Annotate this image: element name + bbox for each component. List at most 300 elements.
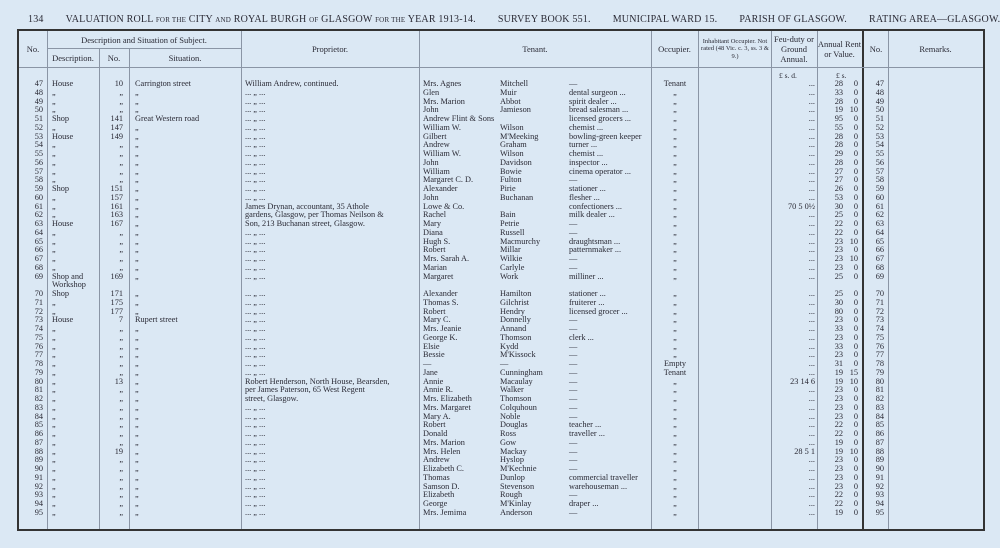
street-number: „ — [119, 385, 123, 395]
rent-shillings: 0 — [853, 394, 858, 403]
rent-shillings: 0 — [853, 245, 858, 255]
feu-duty: ... — [808, 332, 815, 342]
description: „ — [52, 455, 56, 465]
situation: „ — [135, 350, 139, 360]
tenant-first-name: Rachel — [423, 210, 447, 220]
street-number: „ — [119, 262, 123, 272]
description: „ — [52, 201, 56, 211]
proprietor: ... „ ... — [245, 341, 266, 351]
rent-pounds: 23 — [834, 472, 843, 482]
municipal-ward: MUNICIPAL WARD 15. — [612, 14, 718, 25]
description: „ — [52, 262, 56, 272]
rent-pounds: 22 — [834, 227, 843, 237]
street-number: „ — [119, 394, 123, 403]
rent-pounds: 27 — [834, 166, 843, 176]
tenant-first-name: George K. — [423, 332, 458, 342]
row-number-right: 85 — [875, 420, 884, 430]
row-number: 61 — [34, 201, 43, 211]
row-number-right: 88 — [875, 446, 884, 456]
description: „ — [52, 245, 56, 255]
description: Shop — [52, 114, 70, 123]
rent-units: £ s. — [836, 71, 847, 80]
row-number-right: 75 — [875, 332, 884, 342]
street-number: 171 — [110, 289, 123, 298]
feu-duty: ... — [808, 96, 815, 106]
row-number: 49 — [34, 96, 43, 106]
tenant-occupation: turner ... — [569, 140, 598, 150]
feu-duty: ... — [808, 429, 815, 438]
tenant-occupation: — — [569, 385, 578, 395]
proprietor: William Andrew, continued. — [245, 79, 339, 88]
description: „ — [52, 332, 56, 342]
tenant-surname: Petrie — [500, 219, 520, 228]
row-number: 66 — [34, 245, 43, 255]
roll-title: VALUATION ROLL FOR THE CITY AND ROYAL BURGH OF GLASGOW FOR THE YEAR 1913-14. — [65, 14, 476, 25]
header-description-group: Description and Situation of Subject. — [81, 34, 207, 45]
row-number-right: 79 — [875, 367, 884, 377]
rent-shillings: 0 — [853, 350, 858, 360]
street-number: „ — [119, 402, 123, 412]
rent-pounds: 23 — [834, 402, 843, 412]
occupier: „ — [673, 289, 677, 298]
tenant-occupation: — — [569, 315, 578, 325]
description: „ — [52, 420, 56, 430]
row-number: 95 — [34, 507, 43, 517]
description: „ — [52, 254, 56, 263]
row-number-right: 95 — [875, 507, 884, 517]
occupier: „ — [673, 131, 677, 141]
tenant-first-name: Elizabeth C. — [423, 464, 465, 473]
situation: „ — [135, 227, 139, 237]
feu-duty: ... — [808, 306, 815, 316]
tenant-surname: Graham — [500, 140, 527, 150]
row-number-right: 57 — [875, 166, 884, 176]
occupier: „ — [673, 411, 677, 421]
tenant-surname: Macmurchy — [500, 236, 541, 246]
rent-pounds: 23 — [834, 411, 843, 421]
tenant-surname: Millar — [500, 245, 521, 255]
tenant-surname: Annand — [500, 324, 527, 333]
rent-pounds: 23 — [834, 455, 843, 465]
rent-pounds: 25 — [834, 210, 843, 220]
feu-duty: ... — [808, 245, 815, 255]
tenant-occupation: milliner ... — [569, 271, 604, 281]
street-number: 177 — [110, 306, 123, 316]
occupier: „ — [673, 464, 677, 473]
rent-shillings: 0 — [853, 490, 858, 500]
feu-duty: ... — [808, 87, 815, 97]
street-number: 161 — [110, 201, 123, 211]
occupier: „ — [673, 507, 677, 517]
proprietor: ... „ ... — [245, 402, 266, 412]
feu-duty: ... — [808, 464, 815, 473]
street-number: „ — [119, 87, 123, 97]
tenant-occupation: cinema operator ... — [569, 166, 631, 176]
row-number: 63 — [34, 219, 43, 228]
occupier: „ — [673, 192, 677, 202]
row-number-right: 91 — [875, 472, 884, 482]
feu-duty: ... — [808, 149, 815, 158]
proprietor: ... „ ... — [245, 149, 266, 158]
row-number: 53 — [34, 131, 43, 141]
rent-pounds: 22 — [834, 429, 843, 438]
street-number: „ — [119, 429, 123, 438]
occupier: „ — [673, 114, 677, 123]
street-number: „ — [119, 507, 123, 517]
tenant-occupation: bread salesman ... — [569, 105, 629, 115]
situation: „ — [135, 289, 139, 298]
street-number: 175 — [110, 297, 123, 307]
description: „ — [52, 464, 56, 473]
table-row — [19, 273, 983, 291]
proprietor: ... „ ... — [245, 315, 266, 325]
tenant-occupation: — — [569, 219, 578, 228]
rent-pounds: 23 — [834, 262, 843, 272]
proprietor: ... „ ... — [245, 437, 266, 447]
tenant-surname: Gow — [500, 437, 517, 447]
occupier: Tenant — [663, 79, 687, 88]
rent-shillings: 10 — [849, 446, 858, 456]
tenant-first-name: Annie R. — [423, 385, 453, 395]
row-number: 93 — [34, 490, 43, 500]
rating-area: RATING AREA—GLASGOW. — [868, 14, 1000, 25]
tenant-first-name: Mrs. Jeanie — [423, 324, 462, 333]
tenant-first-name: Margaret — [423, 271, 454, 281]
tenant-first-name: William — [423, 166, 450, 176]
proprietor: ... „ ... — [245, 472, 266, 482]
description: „ — [52, 341, 56, 351]
row-number-right: 90 — [875, 464, 884, 473]
description: „ — [52, 507, 56, 517]
street-number: „ — [119, 140, 123, 150]
description: Shop — [52, 184, 70, 193]
tenant-first-name: Mary — [423, 219, 441, 228]
tenant-surname: Wilkie — [500, 254, 523, 263]
tenant-occupation: warehouseman ... — [569, 481, 628, 491]
row-number: 52 — [34, 122, 43, 132]
row-number-right: 52 — [875, 122, 884, 132]
situation: „ — [135, 507, 139, 517]
tenant-surname: Gilchrist — [500, 297, 530, 307]
tenant-first-name: Bessie — [423, 350, 445, 360]
description: „ — [52, 122, 56, 132]
proprietor: gardens, Glasgow, per Thomas Neilson & — [245, 210, 384, 220]
rent-pounds: 26 — [834, 184, 843, 193]
street-number: „ — [119, 324, 123, 333]
description: „ — [52, 481, 56, 491]
tenant-first-name: Mary C. — [423, 315, 451, 325]
feu-duty: 70 5 0½ — [788, 201, 815, 211]
tenant-first-name: Hugh S. — [423, 236, 451, 246]
situation: „ — [135, 472, 139, 482]
tenant-first-name: Diana — [423, 227, 443, 237]
row-number: 67 — [34, 254, 43, 263]
feu-duty: ... — [808, 254, 815, 263]
situation: „ — [135, 385, 139, 395]
rent-shillings: 0 — [853, 114, 858, 123]
situation: „ — [135, 297, 139, 307]
situation: „ — [135, 236, 139, 246]
description: Shop and Workshop — [52, 271, 86, 290]
street-number: 163 — [110, 210, 123, 220]
tenant-occupation: stationer ... — [569, 184, 606, 193]
occupier: „ — [673, 324, 677, 333]
street-number: 147 — [110, 122, 123, 132]
tenant-surname: Buchanan — [500, 192, 534, 202]
tenant-occupation: dental surgeon ... — [569, 87, 626, 97]
feu-duty: ... — [808, 131, 815, 141]
situation: Great Western road — [135, 114, 200, 123]
row-number-right: 58 — [875, 175, 884, 185]
tenant-occupation: draper ... — [569, 499, 599, 508]
row-number: 87 — [34, 437, 43, 447]
rent-shillings: 0 — [853, 472, 858, 482]
situation: „ — [135, 455, 139, 465]
row-number-right: 86 — [875, 429, 884, 438]
row-number: 73 — [34, 315, 43, 325]
rent-pounds: 28 — [834, 131, 843, 141]
proprietor: ... „ ... — [245, 87, 266, 97]
situation: „ — [135, 490, 139, 500]
row-number-right: 66 — [875, 245, 884, 255]
situation: Rupert street — [135, 315, 178, 325]
proprietor: per James Paterson, 65 West Regent — [245, 385, 365, 395]
proprietor: ... „ ... — [245, 236, 266, 246]
proprietor: ... „ ... — [245, 367, 266, 377]
row-number-right: 49 — [875, 96, 884, 106]
occupier: Empty — [663, 359, 687, 368]
rent-pounds: 23 — [834, 236, 843, 246]
occupier: „ — [673, 332, 677, 342]
description: „ — [52, 149, 56, 158]
feu-duty: ... — [808, 359, 815, 368]
situation: „ — [135, 201, 139, 211]
description: „ — [52, 210, 56, 220]
tenant-surname: Davidson — [500, 157, 532, 167]
tenant-occupation: draughtsman ... — [569, 236, 621, 246]
tenant-occupation: — — [569, 254, 578, 263]
tenant-surname: Mitchell — [500, 79, 529, 88]
rent-shillings: 10 — [849, 376, 858, 386]
row-number: 79 — [34, 367, 43, 377]
proprietor: ... „ ... — [245, 464, 266, 473]
row-number: 68 — [34, 262, 43, 272]
rent-pounds: 31 — [834, 359, 843, 368]
row-number-right: 53 — [875, 131, 884, 141]
rent-shillings: 0 — [853, 149, 858, 158]
occupier: „ — [673, 210, 677, 220]
row-number: 86 — [34, 429, 43, 438]
tenant-surname: Russell — [500, 227, 525, 237]
street-number: „ — [119, 350, 123, 360]
feu-duty: ... — [808, 315, 815, 325]
proprietor: ... „ ... — [245, 175, 266, 185]
situation: „ — [135, 394, 139, 403]
situation: „ — [135, 332, 139, 342]
tenant-first-name: John — [423, 192, 439, 202]
feu-duty: ... — [808, 350, 815, 360]
row-number: 84 — [34, 411, 43, 421]
street-number: „ — [119, 472, 123, 482]
occupier: „ — [673, 166, 677, 176]
header-remarks: Remarks. — [919, 44, 952, 54]
proprietor: ... „ ... — [245, 289, 266, 298]
row-number: 57 — [34, 166, 43, 176]
proprietor: ... „ ... — [245, 411, 266, 421]
occupier: „ — [673, 490, 677, 500]
situation: „ — [135, 499, 139, 508]
proprietor: street, Glasgow. — [245, 394, 299, 403]
row-number-right: 72 — [875, 306, 884, 316]
feu-duty: ... — [808, 227, 815, 237]
feu-duty: ... — [808, 210, 815, 220]
row-number-right: 71 — [875, 297, 884, 307]
row-number: 80 — [34, 376, 43, 386]
tenant-surname: Stevenson — [500, 481, 535, 491]
street-number: „ — [119, 420, 123, 430]
tenant-first-name: Jane — [423, 367, 438, 377]
feu-duty: ... — [808, 175, 815, 185]
header-annual-rent: Annual Rent or Value. — [817, 39, 862, 59]
tenant-first-name: Mrs. Sarah A. — [423, 254, 470, 263]
tenant-first-name: Robert — [423, 306, 446, 316]
rent-shillings: 0 — [853, 437, 858, 447]
feu-duty: ... — [808, 437, 815, 447]
occupier: „ — [673, 149, 677, 158]
tenant-occupation: — — [569, 446, 578, 456]
rent-pounds: 19 — [834, 507, 843, 517]
header-number: No. — [107, 52, 121, 63]
rent-shillings: 0 — [853, 481, 858, 491]
row-number-right: 47 — [875, 79, 884, 88]
description: „ — [52, 429, 56, 438]
occupier: „ — [673, 271, 677, 281]
tenant-occupation: — — [569, 341, 578, 351]
occupier: „ — [673, 297, 677, 307]
tenant-occupation: — — [569, 437, 578, 447]
header-inhabitant-occupier: Inhabitant Occupier. Not rated (48 Vic. c. 3, ss. 3 & 9.) — [701, 37, 769, 60]
tenant-surname: M'Kinlay — [500, 499, 532, 508]
row-number-right: 87 — [875, 437, 884, 447]
street-number: „ — [119, 166, 123, 176]
tenant-first-name: Mrs. Elizabeth — [423, 394, 472, 403]
row-number-right: 93 — [875, 490, 884, 500]
header-no-right: No. — [869, 44, 883, 54]
description: „ — [52, 105, 56, 115]
street-number: „ — [119, 149, 123, 158]
row-number: 81 — [34, 385, 43, 395]
tenant-occupation: confectioners ... — [569, 201, 622, 211]
row-number-right: 76 — [875, 341, 884, 351]
feu-duty: ... — [808, 79, 815, 88]
street-number: „ — [119, 367, 123, 377]
proprietor: ... „ ... — [245, 96, 266, 106]
rent-pounds: 23 — [834, 394, 843, 403]
description: „ — [52, 350, 56, 360]
occupier: „ — [673, 455, 677, 465]
situation: „ — [135, 359, 139, 368]
tenant-first-name: Elsie — [423, 341, 440, 351]
row-number: 58 — [34, 175, 43, 185]
street-number: 7 — [118, 315, 123, 325]
occupier: „ — [673, 236, 677, 246]
tenant-first-name: Mrs. Marion — [423, 96, 465, 106]
tenant-occupation: traveller ... — [569, 429, 605, 438]
occupier: „ — [673, 105, 677, 115]
rent-pounds: 33 — [834, 341, 843, 351]
tenant-surname: Bain — [500, 210, 516, 220]
description: „ — [52, 175, 56, 185]
street-number: 13 — [114, 376, 123, 386]
tenant-occupation: — — [569, 324, 578, 333]
row-number: 51 — [34, 114, 43, 123]
feu-duty: ... — [808, 472, 815, 482]
tenant-surname: Jamieson — [500, 105, 531, 115]
street-number: „ — [119, 175, 123, 185]
proprietor: ... „ ... — [245, 254, 266, 263]
situation: „ — [135, 376, 139, 386]
tenant-occupation: licensed grocer ... — [569, 306, 628, 316]
tenant-first-name: Robert — [423, 245, 446, 255]
row-number: 92 — [34, 481, 43, 491]
rent-shillings: 0 — [853, 306, 858, 316]
street-number: „ — [119, 227, 123, 237]
proprietor: ... „ ... — [245, 507, 266, 517]
tenant-occupation: milk dealer ... — [569, 210, 615, 220]
tenant-first-name: Mrs. Marion — [423, 437, 465, 447]
occupier: „ — [673, 87, 677, 97]
description: „ — [52, 96, 56, 106]
situation: „ — [135, 157, 139, 167]
row-number: 82 — [34, 394, 43, 403]
street-number: „ — [119, 245, 123, 255]
tenant-first-name: Marian — [423, 262, 447, 272]
row-number-right: 54 — [875, 140, 884, 150]
tenant-first-name: Thomas S. — [423, 297, 459, 307]
row-number: 70 — [34, 289, 43, 298]
situation: „ — [135, 131, 139, 141]
occupier: „ — [673, 420, 677, 430]
feu-duty: ... — [808, 114, 815, 123]
tenant-occupation: — — [569, 411, 578, 421]
tenant-first-name: Mrs. Margaret — [423, 402, 471, 412]
situation: „ — [135, 464, 139, 473]
tenant-occupation: chemist ... — [569, 149, 604, 158]
tenant-first-name: Donald — [423, 429, 448, 438]
rent-shillings: 0 — [853, 219, 858, 228]
rent-shillings: 0 — [853, 402, 858, 412]
row-number-right: 77 — [875, 350, 884, 360]
feu-duty: ... — [808, 140, 815, 150]
row-number-right: 70 — [875, 289, 884, 298]
rent-pounds: 23 — [834, 350, 843, 360]
tenant-surname: Carlyle — [500, 262, 525, 272]
street-number: „ — [119, 411, 123, 421]
street-number: 10 — [114, 79, 123, 88]
row-number: 55 — [34, 149, 43, 158]
row-number: 48 — [34, 87, 43, 97]
proprietor: ... „ ... — [245, 122, 266, 132]
row-number: 88 — [34, 446, 43, 456]
tenant-first-name: William W. — [423, 122, 461, 132]
situation: „ — [135, 262, 139, 272]
proprietor: ... „ ... — [245, 324, 266, 333]
situation: „ — [135, 481, 139, 491]
rent-shillings: 0 — [853, 289, 858, 298]
tenant-first-name: Thomas — [423, 472, 450, 482]
street-number: 151 — [110, 184, 123, 193]
tenant-surname: Noble — [500, 411, 521, 421]
